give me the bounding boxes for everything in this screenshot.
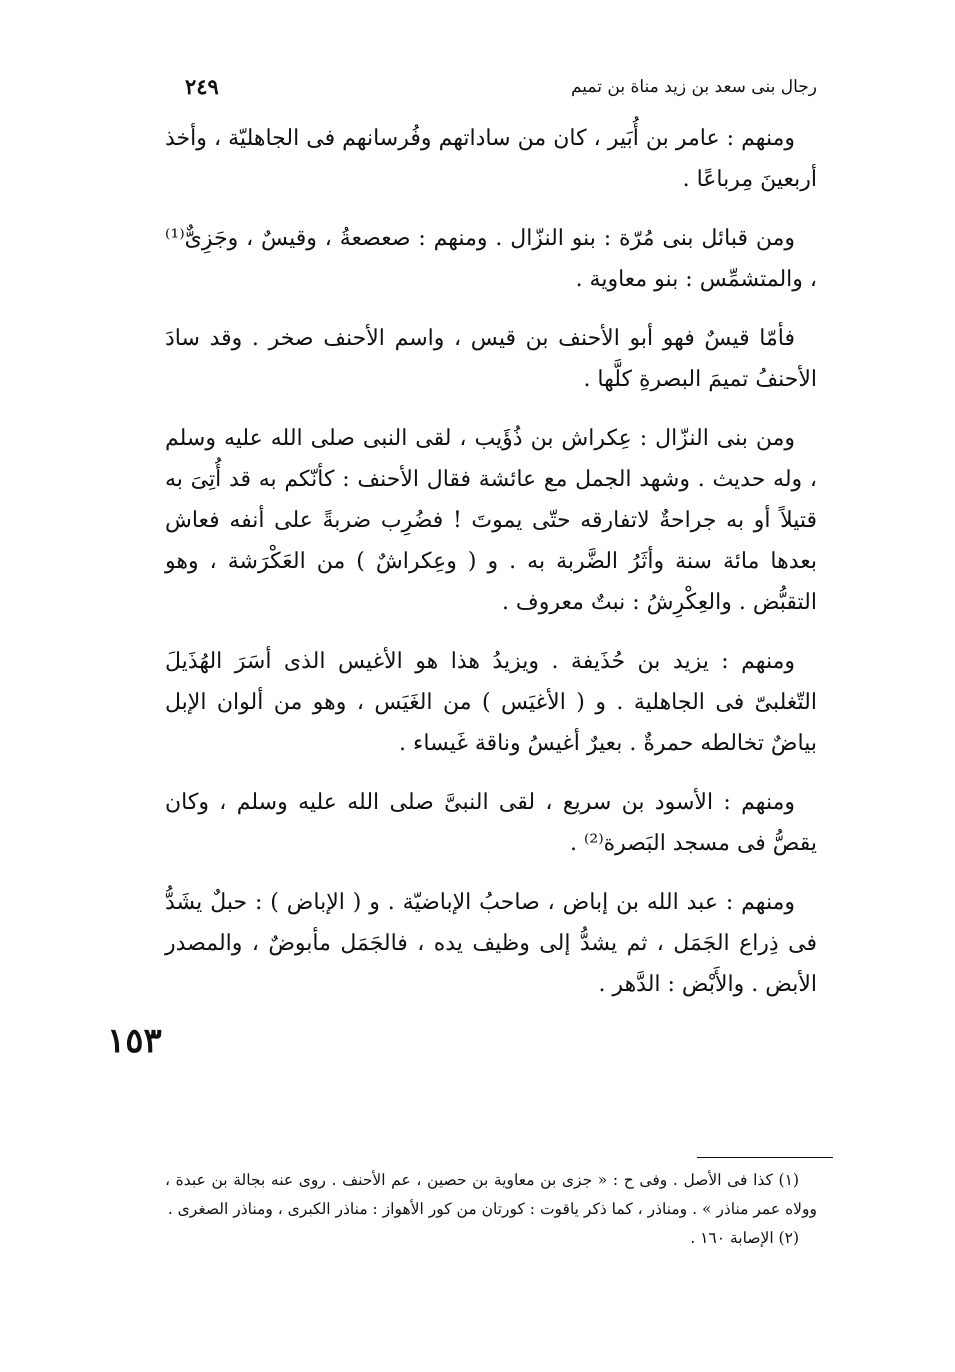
paragraph-text: ومن بنى النزّال : عِكراش بن ذُؤَيب ، لقى النبى صلى الله عليه وسلم ، وله حديث . وشهد الجمل مع عائشة فقال الأحنف : كأنّكم به قد أُتِىَ به قتيلاً أو به جراحةٌ لاتفارقه حتّى يموتَ ! فضُرِب ضربةً على أنفه فعاش بعدها مائة سنة وأثَرُ الضَّربة به . و ( وعِكراشٌ ) من العَكْرَشة ، وهو التقبُّض . والعِكْرِشُ : نبتٌ معروف . <box>165 426 817 615</box>
page-number: ٢٤٩ <box>185 74 219 99</box>
paragraph-text: ومنهم : يزيد بن حُذَيفة . ويزيدُ هذا هو الأغيس الذى أسَرَ الهُذَيلَ التّغلبىّ فى الجاهلية . و ( الأغيَس ) من الغَيَس ، وهو من ألوان الإبل بياضٌ تخالطه حمرةٌ . بعيرٌ أغيسُ وناقة غَيساء . <box>165 649 817 756</box>
footnote-divider <box>697 1157 833 1158</box>
footnotes <box>165 1166 817 1253</box>
margin-page-number: ١٥٣ <box>107 1021 162 1061</box>
paragraph <box>165 882 817 1005</box>
paragraph <box>165 118 817 200</box>
paragraph <box>165 418 817 623</box>
footnote <box>165 1166 817 1224</box>
paragraph-text: فأمّا قيسٌ فهو أبو الأحنف بن قيس ، واسم الأحنف صخر . وقد سادَ الأحنفُ تميمَ البصرةِ كلَّها . <box>165 326 817 392</box>
page-header <box>165 72 817 102</box>
footnote-text: (٢) الإصابة ١٦٠ . <box>690 1229 799 1247</box>
paragraph-text: ومنهم : عامر بن أُبَير ، كان من ساداتهم وفُرسانهم فى الجاهليّة ، وأخذ أربعينَ مِرباعًا . <box>165 126 817 192</box>
footnote-text: (١) كذا فى الأصل . وفى ح : « جزى بن معاوية بن حصين ، عم الأحنف . روى عنه بجالة بن عبدة ، وولاه عمر مناذر » . ومناذر ، كما ذكر ياقوت : كورتان من كور الأهواز : مناذر الكبرى ، ومناذر الصغرى . <box>165 1171 817 1218</box>
paragraph <box>165 218 817 300</box>
running-title: رجال بنى سعد بن زيد مناة بن تميم <box>570 77 817 97</box>
paragraph <box>165 782 817 864</box>
paragraph <box>165 641 817 764</box>
main-text <box>165 118 817 1023</box>
paragraph-text: ومنهم : الأسود بن سريع ، لقى النبىَّ صلى الله عليه وسلم ، وكان يقصُّ فى مسجد البَصرة⁽²⁾ . <box>165 790 817 856</box>
footnote <box>165 1224 817 1253</box>
paragraph-text: ومنهم : عبد الله بن إباض ، صاحبُ الإباضيّة . و ( الإباض ) : حبلٌ يشَدُّ فى ذِراع الجَمَل ، ثم يشدُّ إلى وظيف يده ، فالجَمَل مأبوضٌ ، والمصدر الأبض . والأَبْض : الدَّهر . <box>165 890 817 997</box>
paragraph-text: ومن قبائل بنى مُرّة : بنو النزّال . ومنهم : صعصعةُ ، وقيسٌ ، وجَزِىٌّ⁽¹⁾ ، والمتشمِّس : بنو معاوية . <box>165 226 817 292</box>
paragraph <box>165 318 817 400</box>
